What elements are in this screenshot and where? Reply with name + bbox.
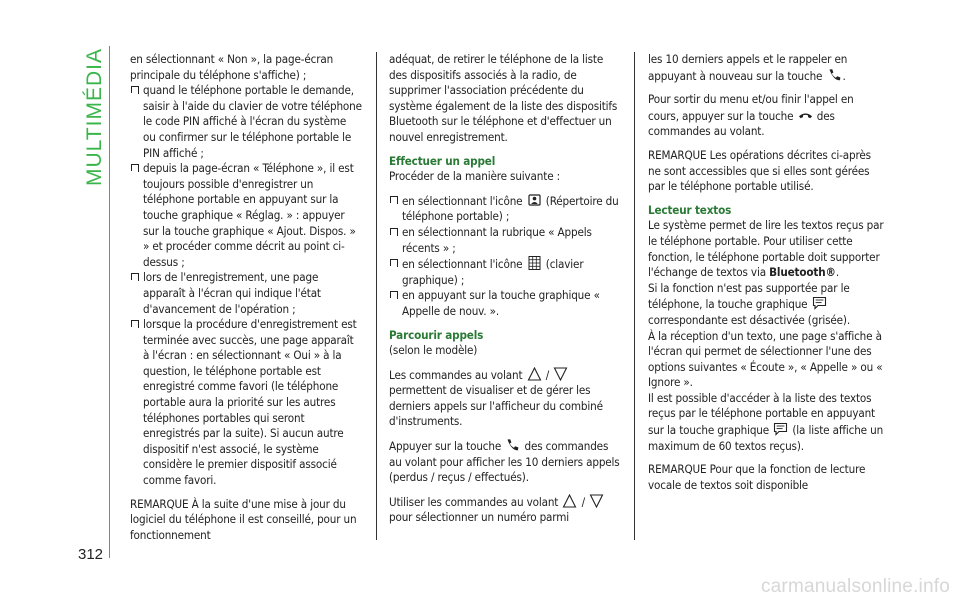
paragraph: REMARQUE Les opérations décrites ci-après ne sont accessibles que si elles sont gérées par le téléphone portable utilisé.: [648, 147, 871, 194]
paragraph: REMARQUE À la suite d'une mise à jour du logiciel du téléphone il est conseillé, pour un fonctionnement: [130, 496, 357, 542]
text-message-icon: [812, 296, 827, 310]
list-item: en appuyant sur la touche graphique « Appelle de nouv. ».: [389, 288, 622, 319]
arrow-up-icon: [562, 494, 577, 508]
phone-hangup-icon: [798, 108, 813, 122]
arrow-down-icon: [589, 494, 604, 508]
arrow-up-icon: [527, 367, 542, 381]
keypad-icon: [527, 256, 542, 270]
section-heading: Lecteur textos: [648, 202, 732, 217]
paragraph: Il est possible d'accéder à la liste des textos reçus par le téléphone portable en appuyant sur la touche graphique (la liste affiche un maximum de 60 textos reçus).: [648, 390, 884, 453]
paragraph: Utiliser les commandes au volant / pour sélectionner un numéro parmi: [389, 494, 622, 526]
section-title: MULTIMÉDIA: [83, 48, 107, 186]
paragraph: Appuyer sur la touche des commandes au volant pour afficher les 10 derniers appels (perdus / reçus / effectués).: [389, 439, 620, 485]
paragraph: Pour sortir du menu et/ou finir l'appel en cours, appuyer sur la touche des commandes au volant.: [648, 92, 854, 139]
list-item: en sélectionnant l'icône (clavier graphique) ;: [389, 256, 622, 288]
paragraph: Si la fonction n'est pas supportée par le téléphone, la touche graphique correspondante est désactivée (grisée).: [648, 280, 850, 327]
paragraph: en sélectionnant « Non », la page-écran principale du téléphone s'affiche) ;: [130, 52, 334, 82]
list-item: depuis la page-écran « Téléphone », il est toujours possible d'enregistrer un téléphone portable en appuyant sur la touche graphique « Réglag. » : appuyer sur la touche graphique « Ajout. Dispos. » » et procéder comme décrit au point ci-dessus ;: [130, 161, 362, 270]
section-heading: Effectuer un appel: [389, 153, 496, 168]
list-item: en sélectionnant l'icône (Répertoire du téléphone portable) ;: [389, 193, 622, 225]
page-number: 312: [78, 546, 104, 563]
text-column-1: [130, 52, 362, 551]
text-column-2: [389, 52, 622, 534]
phone-call-icon: [505, 438, 520, 452]
list-item: lors de l'enregistrement, une page apparaît à l'écran qui indique l'état d'avancement de l'opération ;: [130, 270, 362, 317]
paragraph: adéquat, de retirer le téléphone de la liste des dispositifs associés à la radio, de supprimer l'association précédente du système également de la liste des dispositifs Bluetooth sur le téléphone et d'effectuer un nouvel enregistrement.: [389, 52, 618, 144]
paragraph: Procéder de la manière suivante :: [389, 169, 560, 184]
column-divider: [376, 52, 377, 540]
section-divider: [109, 46, 110, 558]
paragraph: REMARQUE Pour que la fonction de lecture vocale de textos soit disponible: [648, 462, 866, 492]
list-item: quand le téléphone portable le demande, saisir à l'aide du clavier de votre téléphone le code PIN affiché à l'écran du système ou confirmer sur le téléphone portable le PIN affiché ;: [130, 83, 362, 161]
paragraph: À la réception d'un texto, une page s'affiche à l'écran qui permet de sélectionner l'une des options suivantes « Écoute », « Appelle » ou « Ignore ».: [648, 328, 883, 390]
phonebook-icon: [527, 193, 542, 207]
text-column-3: [648, 52, 884, 501]
column-divider: [634, 52, 635, 540]
text-message-icon: [773, 422, 788, 436]
section-heading: Parcourir appels: [389, 327, 484, 342]
watermark: carmanualsonline.info: [760, 576, 950, 597]
list-item: lorsque la procédure d'enregistrement est terminée avec succès, une page apparaît à l'écran : en sélectionnant « Oui » à la question, le téléphone portable est enregistré comme favori (le téléphone portable aura la priorité sur les autres téléphones portables qui seront enregistrés par la suite). Si aucun autre dispositif n'est associé, le système considère le premier dispositif associé comme favori.: [130, 317, 362, 489]
phone-call-icon: [827, 68, 842, 82]
paragraph: Les commandes au volant / permettent de visualiser et de gérer les derniers appels sur l'afficheur du combiné d'instruments.: [389, 367, 603, 429]
arrow-down-icon: [553, 367, 568, 381]
paragraph: (selon le modèle): [389, 343, 478, 358]
paragraph: les 10 derniers appels et le rappeler en appuyant à nouveau sur la touche .: [648, 52, 848, 83]
paragraph: Le système permet de lire les textos reçus par le téléphone portable. Pour utiliser cette fonction, le téléphone portable doit supporter l'échange de textos via Bluetooth®.: [648, 218, 884, 280]
list-item: en sélectionnant la rubrique « Appels récents » ;: [389, 225, 622, 256]
